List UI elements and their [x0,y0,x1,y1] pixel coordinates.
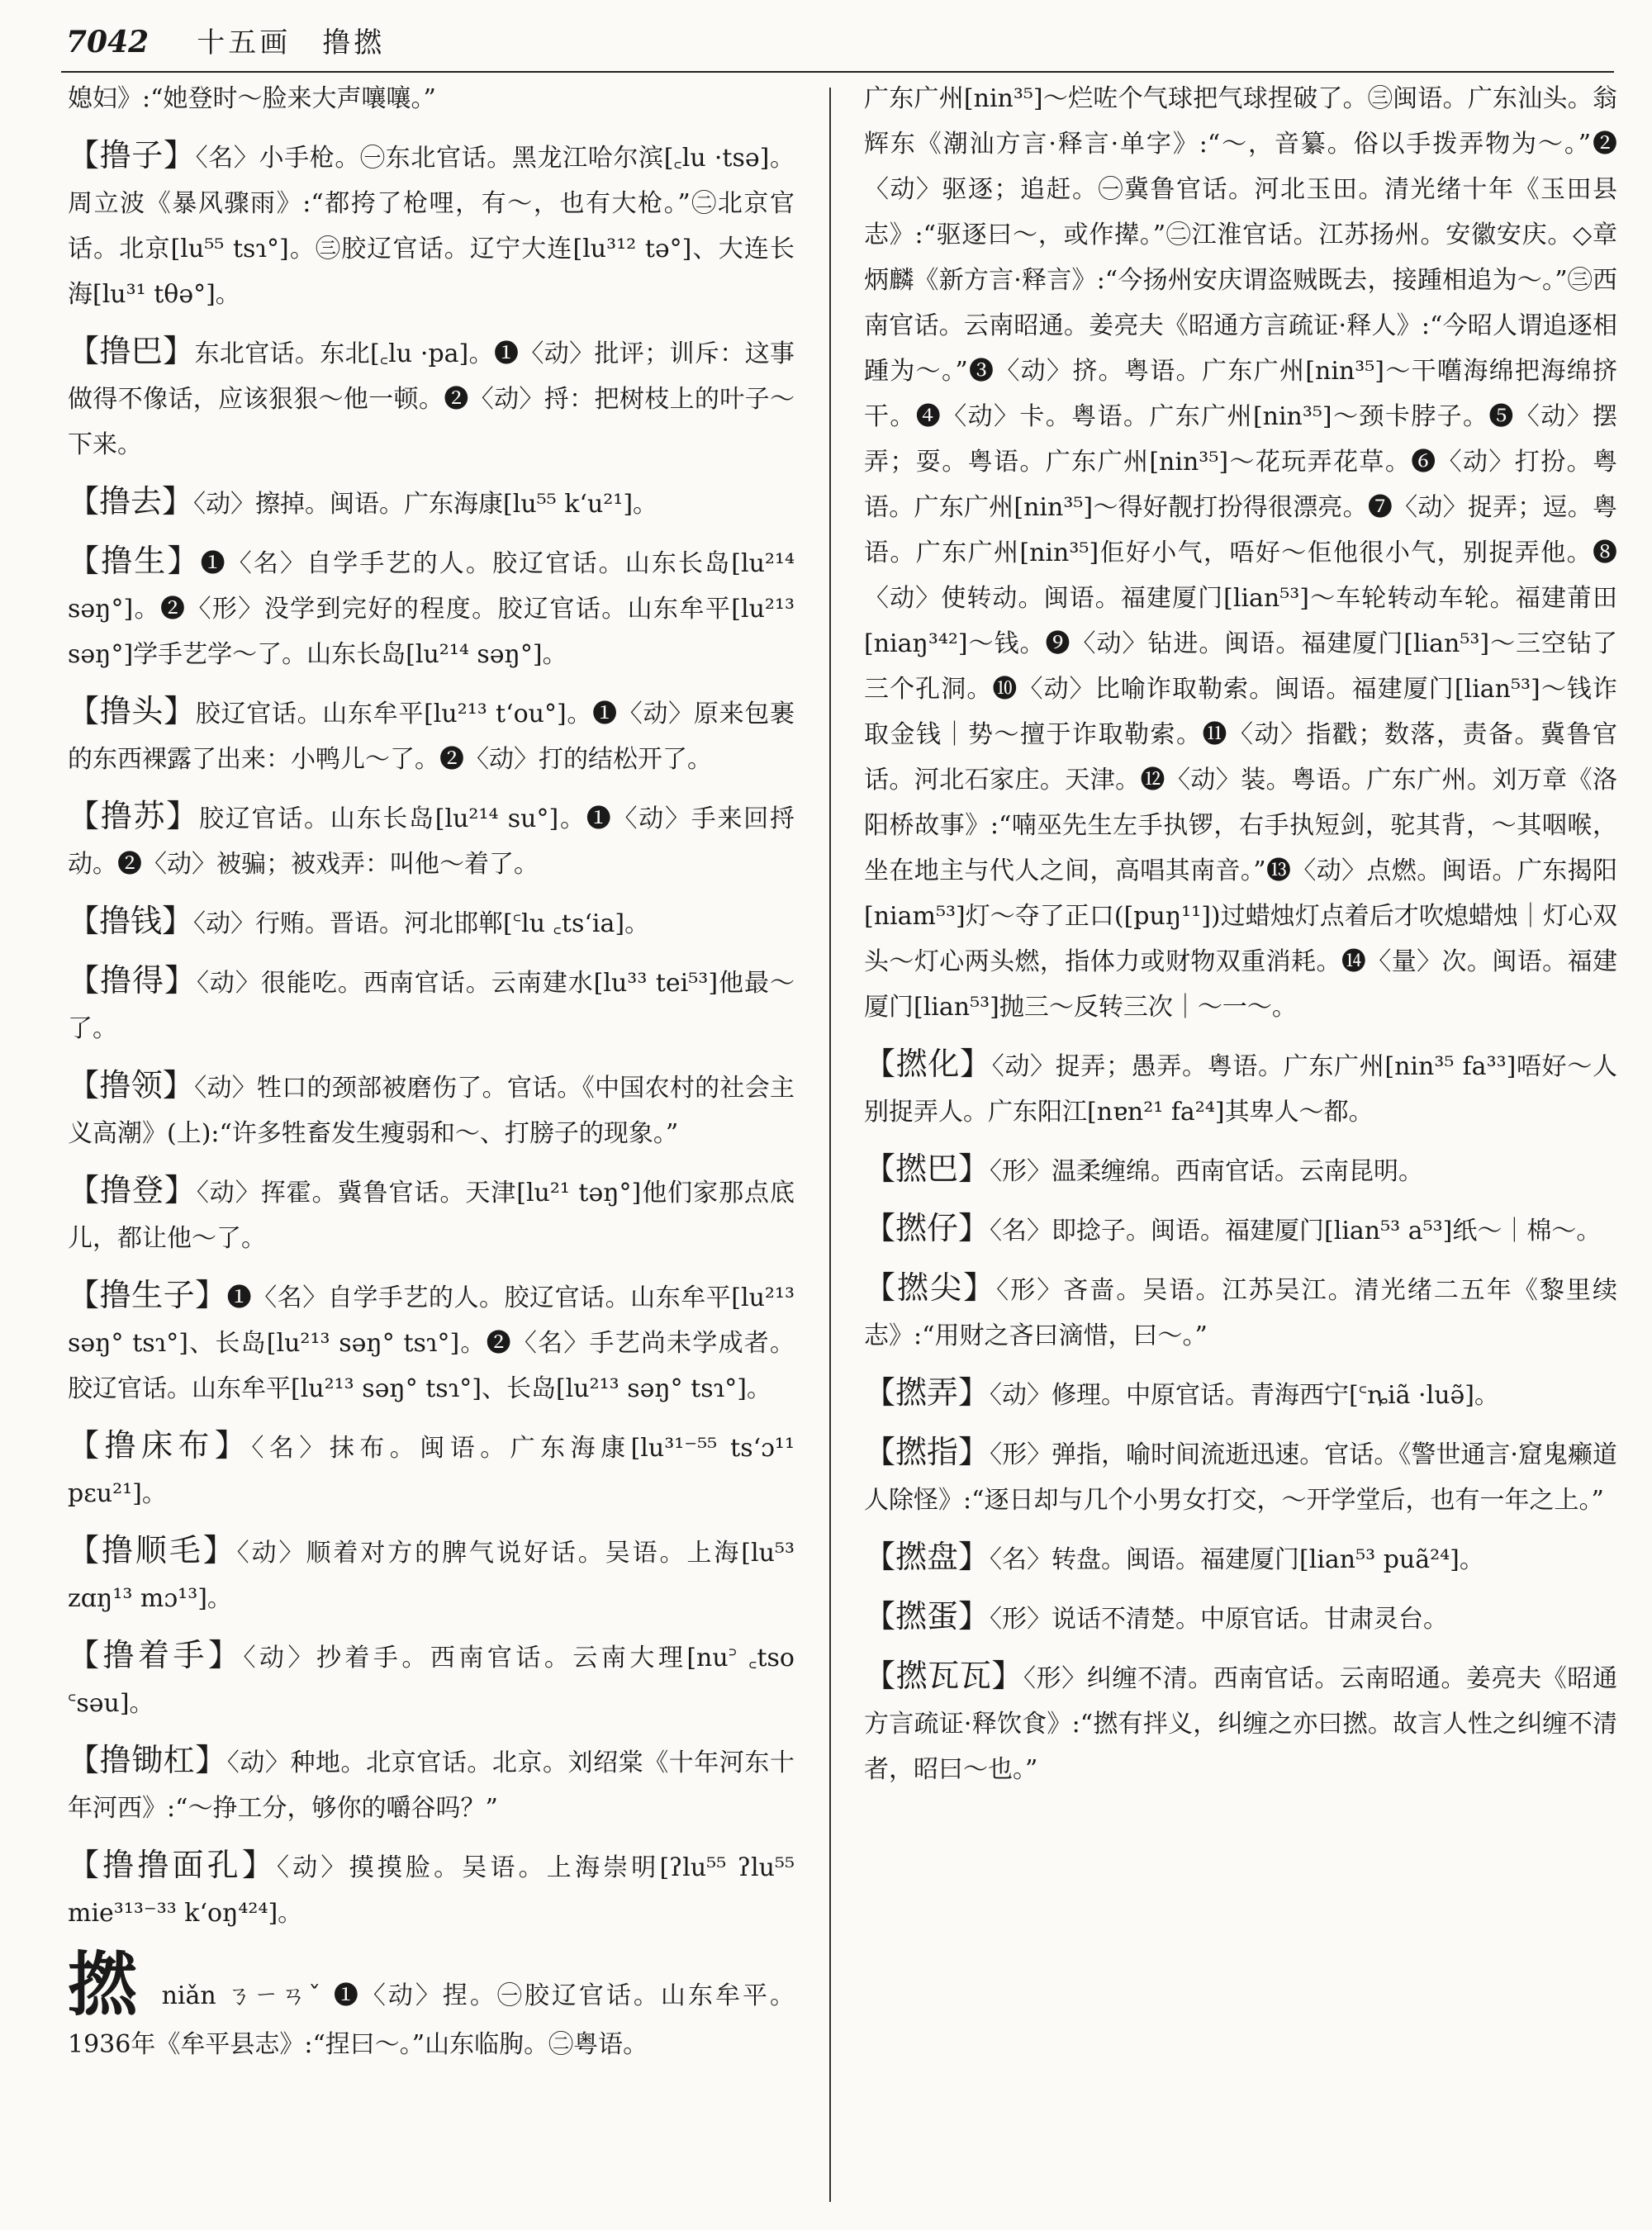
dictionary-entry [68,1633,795,1726]
entry-definition: 〈动〉挥霍。冀鲁官话。天津[lu²¹ təŋ°]他们家那点底儿，都让他～了。 [68,1179,795,1253]
entry-definition: 〈动〉捉弄；愚弄。粤语。广东广州[nin³⁵ fa³³]唔好～人别捉弄人。广东阳江[nɐn²¹ fa²⁴]其卑人～都。 [864,1052,1617,1127]
column-divider [829,88,831,2202]
char-headword: 撚 [68,1943,140,2025]
dictionary-entry [68,1738,795,1831]
dictionary-entry [68,689,795,782]
entry-definition: 东北官话。东北[꜀lu ·pa]。❶〈动〉批评；训斥：这事做得不像话，应该狠狠～他一顿。❷〈动〉捋：把树枝上的叶子～下来。 [68,339,795,459]
entry-definition: 〈形〉说话不清楚。中原官话。甘肃灵台。 [990,1605,1449,1634]
entry-headword: 【撸床布】 [68,1427,252,1464]
entry-headword: 【撸去】 [68,483,194,520]
entry-definition: 胶辽官话。山东牟平[lu²¹³ t‘ou°]。❶〈动〉原来包裹的东西裸露了出来：小鸭儿～了。❷〈动〉打的结松开了。 [68,700,795,774]
entry-headword: 【撚瓦瓦】 [864,1658,1024,1694]
dictionary-entry [68,1423,795,1516]
entry-headword: 【撚巴】 [864,1151,990,1187]
entry-definition: 胶辽官话。山东长岛[lu²¹⁴ su°]。❶〈动〉手来回捋动。❷〈动〉被骗；被戏弄：叫他～着了。 [68,804,795,879]
right-column [864,76,1617,2219]
entry-headword: 【撸钱】 [68,903,194,939]
dictionary-entry [864,1370,1617,1418]
entry-definition: 〈名〉小手枪。㊀东北官话。黑龙江哈尔滨[꜀lu ·tsə]。周立波《暴风骤雨》:“都挎了枪哩，有～，也有大枪。”㊁北京官话。北京[lu⁵⁵ tsɿ°]。㊂胶辽官话。辽宁大连[lu³¹² tə°]、大连长海[lu³¹ tθə°]。 [68,144,795,309]
entry-definition: 〈动〉顺着对方的脾气说好话。吴语。上海[lu⁵³ zɑŋ¹³ mɔ¹³]。 [68,1539,795,1613]
entry-definition: 〈名〉即捻子。闽语。福建厦门[lian⁵³ a⁵³]纸～｜棉～。 [990,1217,1602,1245]
page-header [66,20,385,63]
entry-headword: 【撚指】 [864,1434,990,1470]
left-column [68,76,795,2219]
entry-headword: 【撸撸面孔】 [68,1847,278,1883]
entry-definition: 〈动〉很能吃。西南官话。云南建水[lu³³ tei⁵³]他最～了。 [68,969,795,1043]
entry-definition: ❶〈名〉自学手艺的人。胶辽官话。山东牟平[lu²¹³ səŋ° tsɿ°]、长岛[lu²¹³ səŋ° tsɿ°]。❷〈名〉手艺尚未学成者。胶辽官话。山东牟平[lu²¹³ səŋ° tsɿ°]、长岛[lu²¹³ səŋ° tsɿ°]。 [68,1283,795,1403]
entry-definition: 〈动〉抄着手。西南官话。云南大理[nu꜄ ꜀tso ꜂səu]。 [68,1644,795,1718]
entry-headword: 【撸领】 [68,1067,195,1103]
dictionary-entry [864,1206,1617,1254]
dictionary-entry [68,958,795,1051]
running-head: 十五画 撸撚 [197,26,386,59]
dictionary-entry [864,1041,1617,1135]
header-rule [61,71,1614,73]
entry-headword: 【撚化】 [864,1046,992,1082]
dictionary-entry [68,794,795,887]
dictionary-entry [68,1063,795,1156]
entry-headword: 【撸苏】 [68,798,200,834]
dictionary-entry [68,1528,795,1621]
entry-headword: 【撸生子】 [68,1277,227,1313]
entry-headword: 【撸子】 [68,137,196,173]
dictionary-entry [68,539,795,677]
entry-definition: 〈名〉抹布。闽语。广东海康[lu³¹⁻⁵⁵ ts‘ɔ¹¹ pɛu²¹]。 [68,1434,795,1508]
dictionary-entry [68,329,795,467]
char-entry [68,1943,795,2067]
right-entries [864,1041,1617,1792]
entry-definition: 〈动〉种地。北京官话。北京。刘绍棠《十年河东十年河西》:“～挣工分，够你的嚼谷吗？” [68,1748,795,1823]
dictionary-entry [68,1273,795,1412]
dictionary-entry [68,479,795,527]
entry-headword: 【撸顺毛】 [68,1532,237,1568]
dictionary-entry [864,1535,1617,1582]
entry-definition: 〈形〉吝啬。吴语。江苏吴江。清光绪二五年《黎里续志》:“用财之吝曰滴惜，曰～。” [864,1276,1617,1350]
dictionary-entry [68,133,795,317]
entry-headword: 【撸登】 [68,1172,197,1208]
dictionary-entry [68,899,795,947]
entry-definition: 〈名〉转盘。闽语。福建厦门[lian⁵³ puã²⁴]。 [990,1545,1484,1574]
entry-headword: 【撸得】 [68,962,197,999]
entry-definition: 〈动〉牲口的颈部被磨伤了。官话。《中国农村的社会主义高潮》(上):“许多牲畜发生瘦弱和～、打膀子的现象。” [68,1074,795,1148]
entry-headword: 【撸锄杠】 [68,1742,227,1778]
entry-definition: 〈形〉温柔缠绵。西南官话。云南昆明。 [990,1157,1424,1186]
entry-headword: 【撸生】 [68,543,201,579]
entry-definition: ❶〈名〉自学手艺的人。胶辽官话。山东长岛[lu²¹⁴ səŋ°]。❷〈形〉没学到完好的程度。胶辽官话。山东牟平[lu²¹³ səŋ°]学手艺学～了。山东长岛[lu²¹⁴ səŋ°]。 [68,549,795,669]
entry-definition: 〈动〉摸摸脸。吴语。上海崇明[ʔlu⁵⁵ ʔlu⁵⁵ mie³¹³⁻³³ k‘oŋ⁴²⁴]。 [68,1853,795,1928]
entry-headword: 【撚弄】 [864,1374,990,1411]
entry-headword: 【撚盘】 [864,1539,990,1575]
dictionary-entry [864,1594,1617,1642]
dictionary-entry [864,1146,1617,1194]
entry-headword: 【撚尖】 [864,1269,997,1306]
page-number: 7042 [66,25,150,59]
dictionary-entry [864,1265,1617,1359]
entry-headword: 【撚蛋】 [864,1598,990,1635]
entry-headword: 【撚仔】 [864,1210,990,1246]
entry-definition: 〈形〉弹指，喻时间流逝迅速。官话。《警世通言·窟鬼癞道人除怪》:“逐日却与几个小男女打交，～开学堂后，也有一年之上。” [864,1440,1617,1515]
entry-definition: 〈动〉擦掉。闽语。广东海康[lu⁵⁵ k‘u²¹]。 [193,490,658,519]
entry-definition: 〈动〉行贿。晋语。河北邯郸[꜂lu ꜀ts‘ia]。 [193,909,650,938]
char-pinyin: niǎn ㄋㄧㄢˇ [161,1981,324,2010]
dictionary-entry [864,1430,1617,1523]
entry-headword: 【撸着手】 [68,1637,244,1673]
dictionary-entry [864,1654,1617,1792]
right-continuation: 广东广州[nin³⁵]～烂咗个气球把气球捏破了。㊂闽语。广东汕头。翁辉东《潮汕方言·释言·单字》:“～，音纂。俗以手拨弄物为～。”❷〈动〉驱逐；追赶。㊀冀鲁官话。河北玉田。清光绪十年《玉田县志》:“驱逐曰～，或作撵。”㊁江淮官话。江苏扬州。安徽安庆。◇章炳麟《新方言·释言》:“今扬州安庆谓盗贼既去，接踵相追为～。”㊂西南官话。云南昭通。姜亮夫《昭通方言疏证·释人》:“今昭人谓追逐相踵为～。”❸〈动〉挤。粤语。广东广州[nin³⁵]～干嚿海绵把海绵挤干。❹〈动〉卡。粤语。广东广州[nin³⁵]～颈卡脖子。❺〈动〉摆弄；耍。粤语。广东广州[nin³⁵]～花玩弄花草。❻〈动〉打扮。粤语。广东广州[nin³⁵]～得好靓打扮得很漂亮。❼〈动〉捉弄；逗。粤语。广东广州[nin³⁵]佢好小气，唔好～佢他很小气，别捉弄他。❽〈动〉使转动。闽语。福建厦门[lian⁵³]～车轮转动车轮。福建莆田[niaŋ³⁴²]～钱。❾〈动〉钻进。闽语。福建厦门[lian⁵³]～三空钻了三个孔洞。❿〈动〉比喻诈取勒索。闽语。福建厦门[lian⁵³]～钱诈取金钱｜势～擅于诈取勒索。⓫〈动〉指戳；数落，责备。冀鲁官话。河北石家庄。天津。⓬〈动〉装。粤语。广东广州。刘万章《洛阳桥故事》:“喃巫先生左手执锣，右手执短剑，驼其背，～其咽喉，坐在地主与代人之间，高唱其南音。”⓭〈动〉点燃。闽语。广东揭阳[niam⁵³]灯～夺了正口([puŋ¹¹])过蜡烛灯点着后才吹熄蜡烛｜灯心双头～灯心两头燃，指体力或财物双重消耗。⓮〈量〉次。闽语。福建厦门[lian⁵³]抛三～反转三次｜～一～。 [864,84,1617,1022]
dictionary-entry [68,1168,795,1261]
entry-headword: 【撸头】 [68,693,196,729]
char-text: ❶〈动〉捏。㊀胶辽官话。山东牟平。1936年《牟平县志》:“捏曰～。”山东临朐。㊁粤语。 [68,1981,795,2059]
entry-headword: 【撸巴】 [68,333,195,369]
left-entries [68,133,795,1936]
dictionary-entry [68,1843,795,1936]
left-continuation: 媳妇》:“她登时～脸来大声嚷嚷。” [68,84,436,113]
entry-definition: 〈形〉纠缠不清。西南官话。云南昭通。姜亮夫《昭通方言疏证·释饮食》:“撚有拌义，纠缠之亦曰撚。故言人性之纠缠不清者，昭曰～也。” [864,1664,1617,1784]
entry-definition: 〈动〉修理。中原官话。青海西宁[꜂ȵiã ·luə̃]。 [990,1381,1499,1410]
